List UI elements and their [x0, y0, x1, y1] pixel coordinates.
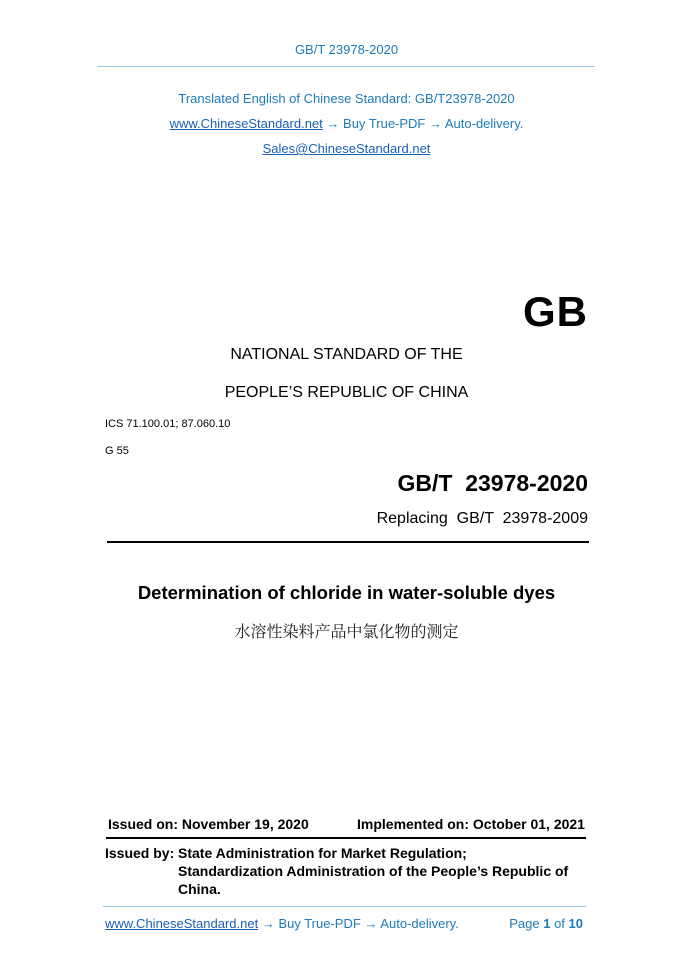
- page-of: of: [554, 916, 565, 931]
- page-current: 1: [543, 916, 551, 931]
- issued-by-line1: State Administration for Market Regulation;: [178, 845, 467, 861]
- header-standard-code: GB/T 23978-2020: [294, 42, 399, 57]
- standard-number: GB/T 23978-2020: [397, 470, 588, 496]
- sales-email-link[interactable]: Sales@ChineseStandard.net: [262, 141, 431, 156]
- page-total: 10: [568, 916, 583, 931]
- classification-code: G 55: [105, 445, 129, 457]
- page-label: Page: [509, 916, 540, 931]
- footer-buy-line: [105, 916, 459, 931]
- page-indicator: [509, 916, 583, 931]
- replacing-standard: Replacing GB/T 23978-2009: [376, 510, 588, 527]
- ics-code: ICS 71.100.01; 87.060.10: [105, 418, 231, 430]
- header-divider: [97, 66, 595, 67]
- header-site-link[interactable]: www.ChineseStandard.net: [169, 116, 323, 131]
- header-buy-text: → Buy True-PDF → Auto-delivery.: [326, 116, 524, 131]
- translated-notice: Translated English of Chinese Standard: GB/T23978-2020: [178, 91, 515, 106]
- implemented-on: Implemented on: October 01, 2021: [357, 816, 585, 832]
- footer-site-link[interactable]: www.ChineseStandard.net: [105, 916, 259, 931]
- footer-divider: [103, 906, 586, 907]
- issued-on: Issued on: November 19, 2020: [108, 816, 309, 832]
- national-standard-line1: NATIONAL STANDARD OF THE: [230, 346, 463, 363]
- header-buy-line: [0, 116, 693, 131]
- title-english: Determination of chloride in water-soluble dyes: [137, 582, 556, 603]
- footer-buy-text: → Buy True-PDF → Auto-delivery.: [261, 916, 459, 931]
- issued-by-line3: China.: [178, 881, 221, 897]
- issue-divider: [106, 837, 586, 839]
- gb-logo: GB: [523, 288, 588, 335]
- title-chinese: 水溶性染料产品中氯化物的测定: [234, 622, 459, 641]
- title-divider: [107, 541, 589, 543]
- header-sales-line: [0, 141, 693, 156]
- national-standard-line2: PEOPLE’S REPUBLIC OF CHINA: [224, 384, 469, 401]
- issued-by-label: Issued by:: [105, 845, 175, 861]
- issued-by-line2: Standardization Administration of the People’s Republic of: [178, 863, 569, 879]
